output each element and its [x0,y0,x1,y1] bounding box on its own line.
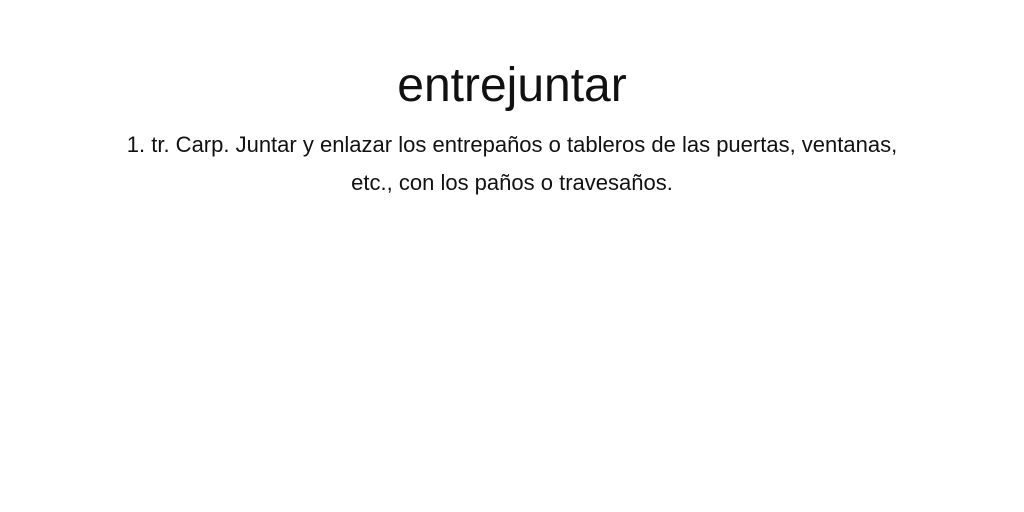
headword: entrejuntar [397,59,627,112]
definition-text: 1. tr. Carp. Juntar y enlazar los entrepaños o tableros de las puertas, ventanas, etc., con los paños o travesaños. [126,132,898,195]
